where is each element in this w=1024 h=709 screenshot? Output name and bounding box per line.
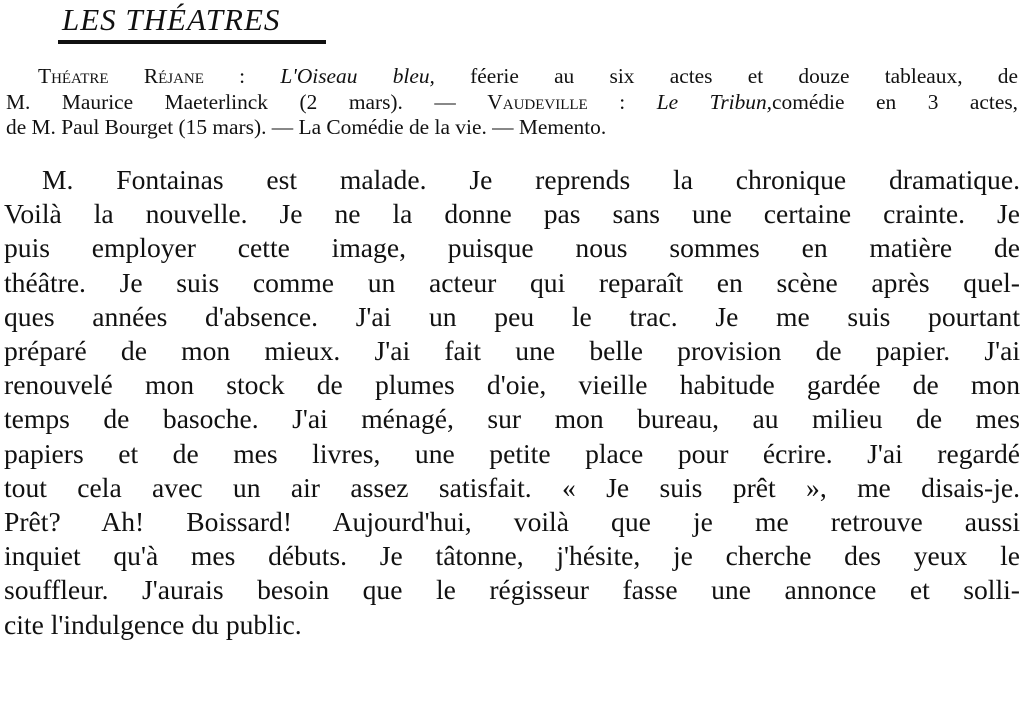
text-line: Voilà la nouvelle. Je ne la donne pas sans une certaine crainte. Je <box>4 198 1020 230</box>
body-paragraph <box>4 163 1020 642</box>
heading-underline <box>58 40 326 44</box>
play-title: L'Oiseau bleu, <box>280 64 435 88</box>
text-line: papiers et de mes livres, une petite place pour écrire. J'ai regardé <box>4 437 1020 469</box>
theatre-name: Vaudeville : <box>487 89 626 114</box>
summary-line <box>6 90 1018 116</box>
chapter-summary <box>6 64 1018 141</box>
text-line: inquiet qu'à mes débuts. Je tâtonne, j'hésite, je cherche des yeux le <box>4 540 1020 572</box>
text-line: puis employer cette image, puisque nous sommes en matière de <box>4 232 1020 264</box>
play-description: féerie au six actes et douze tableaux, de <box>470 64 1018 88</box>
author-credit: M. Maurice Maeterlinck (2 mars). — <box>6 89 456 114</box>
summary-line: de M. Paul Bourget (15 mars). — La Comédie de la vie. — Memento. <box>6 115 607 139</box>
text-line: souffleur. J'aurais besoin que le régisseur fasse une annonce et solli- <box>4 574 1020 606</box>
text-line: préparé de mon mieux. J'ai fait une belle provision de papier. J'ai <box>4 335 1020 367</box>
text-line: ques années d'absence. J'ai un peu le trac. Je me suis pourtant <box>4 300 1020 332</box>
text-line: M. Fontainas est malade. Je reprends la chronique dramatique. <box>42 164 1020 195</box>
summary-line <box>6 64 1018 90</box>
text-line: renouvelé mon stock de plumes d'oie, vieille habitude gardée de mon <box>4 369 1020 401</box>
section-heading: LES THÉATRES <box>62 2 281 37</box>
theatre-name: Théatre Réjane : <box>38 64 246 88</box>
play-title: Le Tribun, <box>656 89 773 114</box>
text-line: temps de basoche. J'ai ménagé, sur mon bureau, au milieu de mes <box>4 403 1020 435</box>
text-line: tout cela avec un air assez satisfait. « Je suis prêt », me disais-je. <box>4 471 1020 503</box>
play-description: comédie en 3 actes, <box>772 89 1018 114</box>
text-line: théâtre. Je suis comme un acteur qui reparaît en scène après quel- <box>4 266 1020 298</box>
text-line: Prêt? Ah! Boissard! Aujourd'hui, voilà que je me retrouve aussi <box>4 506 1020 538</box>
text-line: cite l'indulgence du public. <box>4 608 302 640</box>
